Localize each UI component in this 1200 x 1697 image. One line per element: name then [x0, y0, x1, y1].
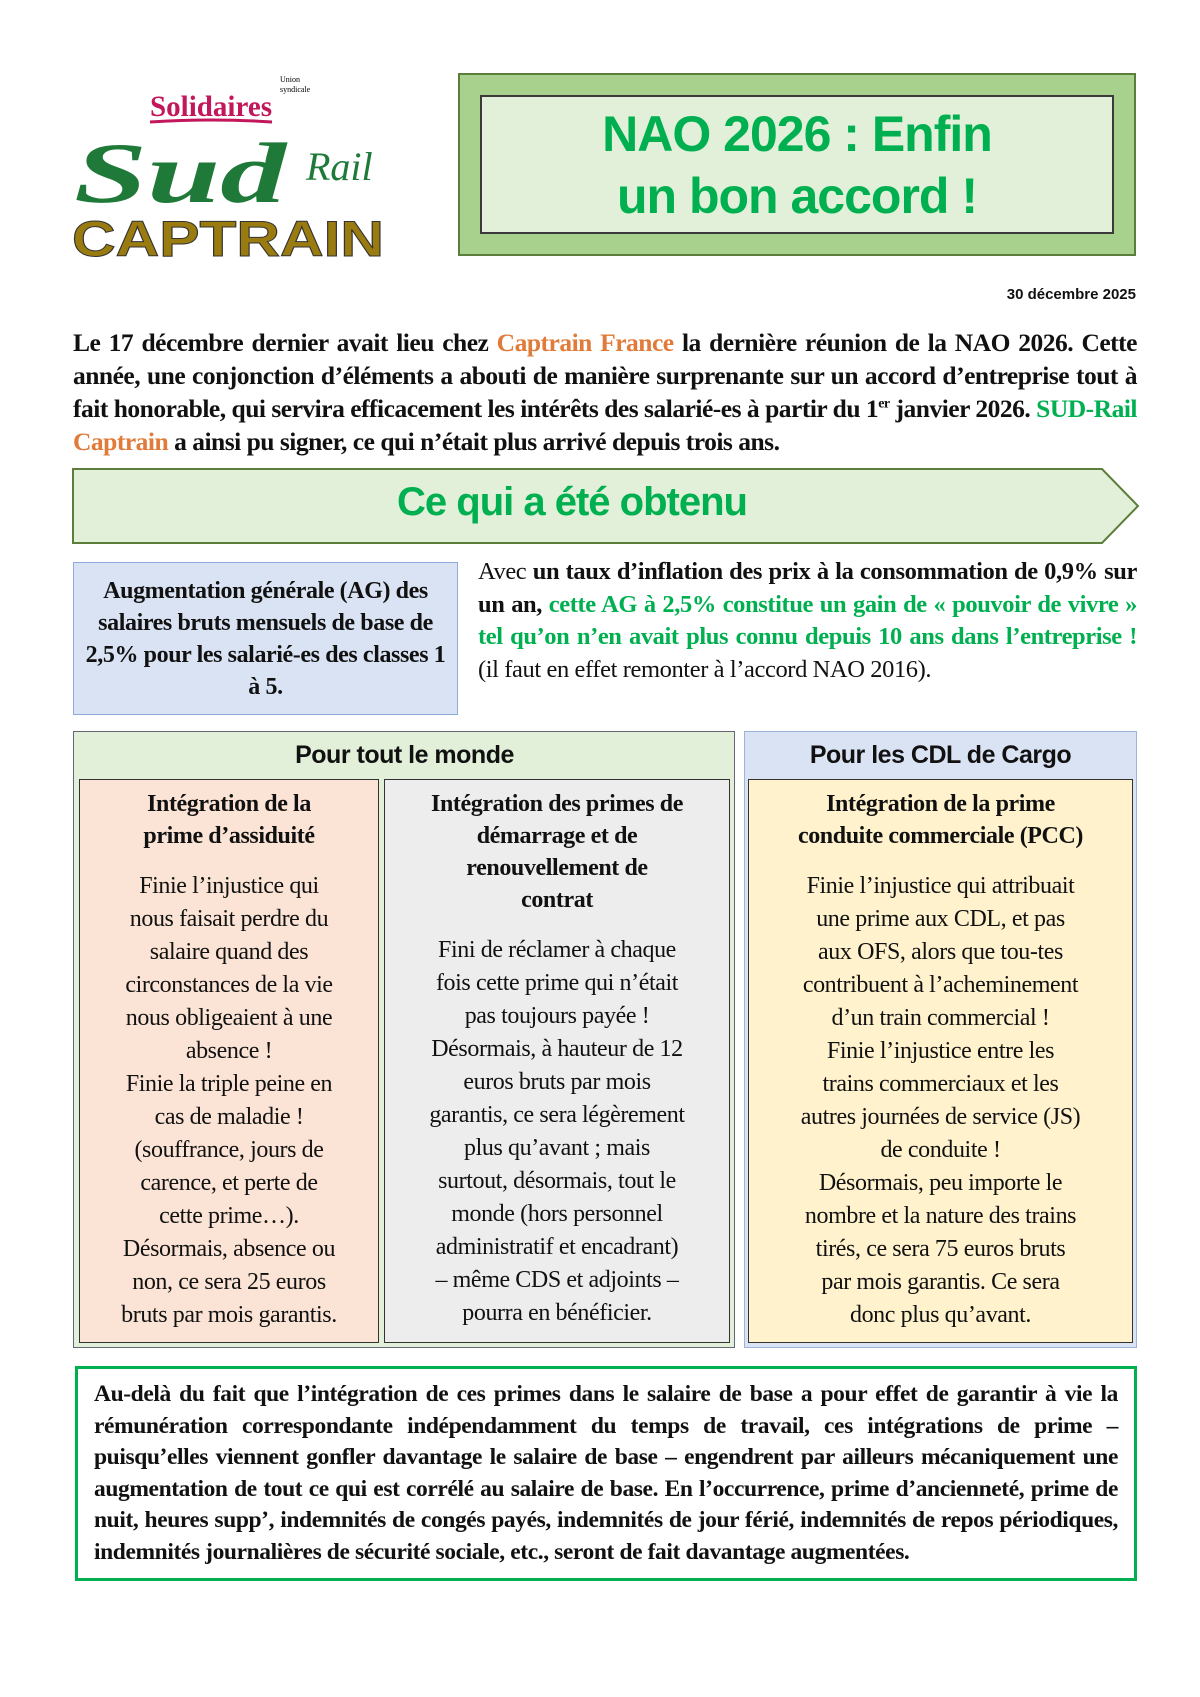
card-assiduite [79, 779, 379, 1343]
svg-text:Sud: Sud [74, 125, 290, 221]
intro-paragraph [73, 326, 1137, 458]
gain-text: cette AG à 2,5% constitue un gain de « pouvoir de vivre » tel qu’on n’en avait plus connu depuis 10 ans dans l’entreprise ! [478, 590, 1137, 650]
text: (il faut en effet remonter à l’accord NAO 2016). [478, 655, 932, 683]
sud-rail: SUD-Rail [1036, 394, 1137, 423]
card-text-line: d’un train commercial ! [831, 1005, 1050, 1031]
card-pcc [748, 779, 1133, 1343]
card-text-line: de conduite ! [880, 1137, 1001, 1163]
card-text-line: surtout, désormais, tout le [438, 1168, 676, 1194]
intro-text: la dernière réunion de la NAO 2026. Cette année, une conjonction d’éléments a abouti de manière surprenante sur un accord d’entreprise tout à fait honorable, qui servira efficacement les intérêts des salarié-es à partir du 1 [73, 328, 1137, 423]
card-text-line: une prime aux CDL, et pas [816, 906, 1065, 932]
card-title-line: démarrage et de [476, 823, 638, 849]
card-text-line: fois cette prime qui n’était [435, 970, 679, 996]
card-text-line: (souffrance, jours de [134, 1137, 324, 1163]
card-text-line: Désormais, absence ou [122, 1236, 336, 1262]
card-text-line: aux OFS, alors que tou-tes [818, 939, 1063, 965]
card-text-line: contribuent à l’acheminement [802, 972, 1079, 998]
card-text-line: donc plus qu’avant. [849, 1302, 1032, 1328]
card-title-line: Intégration de la prime [826, 791, 1055, 817]
card-title-line: renouvellement de [466, 855, 648, 881]
card-text-line: Désormais, peu importe le [818, 1170, 1063, 1196]
card-text-line: tirés, ce sera 75 euros bruts [815, 1236, 1066, 1262]
inflation-text: un taux d’inflation des prix à la consommation de 0,9% sur un an, [478, 558, 1137, 618]
card-text-line: administratif et encadrant) [435, 1234, 679, 1260]
svg-text:CAPTRAIN: CAPTRAIN [72, 211, 384, 260]
card-text-line: Désormais, à hauteur de 12 [431, 1036, 683, 1062]
svg-text:Solidaires: Solidaires [150, 90, 272, 123]
ag-box: Augmentation générale (AG) des salaires bruts mensuels de base de 2,5% pour les salarié-es des classes 1 à 5. [73, 562, 458, 715]
card-text-line: par mois garantis. Ce sera [821, 1269, 1060, 1295]
intro-text: a ainsi pu signer, ce qui n’était plus arrivé depuis trois ans. [168, 427, 780, 456]
superscript: er [878, 396, 890, 412]
card-text-line: Finie l’injustice entre les [826, 1038, 1055, 1064]
card-text-line: garantis, ce sera légèrement [429, 1102, 685, 1128]
group-cdl [744, 731, 1137, 1348]
card-demarrage [384, 779, 730, 1343]
captrain-france: Captrain France [496, 328, 674, 357]
section-banner [72, 468, 1140, 544]
svg-text:Union: Union [280, 75, 300, 84]
group-all-header: Pour tout le monde [295, 741, 514, 769]
conclusion-box: Au-delà du fait que l’intégration de ces primes dans le salaire de base a pour effet de garantir à vie la rémunération correspondante indépendamment du temps de travail, ces intégrations de prime – puisqu’elles viennent gonfler davantage le salaire de base – engendrent par ailleurs mécaniquement une augmentation de tout ce qui est corrélé au salaire de base. En l’occurrence, prime d’ancienneté, prime de nuit, heures supp’, indemnités de congés payés, indemnités de jour férié, indemnités de repos périodiques, indemnités journalières de sécurité sociale, etc., seront de fait davantage augmentées. [75, 1366, 1137, 1581]
ag-section [73, 556, 1137, 715]
card-title-line: conduite commerciale (PCC) [797, 823, 1084, 849]
intro-text: Le 17 décembre dernier avait lieu chez [73, 328, 497, 357]
card-text-line: euros bruts par mois [463, 1069, 651, 1095]
card-text-line: salaire quand des [149, 939, 309, 965]
group-all [73, 731, 735, 1348]
card-text-line: bruts par mois garantis. [121, 1302, 337, 1328]
card-title-line: Intégration des primes de [431, 791, 683, 817]
card-text-line: pas toujours payée ! [464, 1003, 650, 1029]
groups [73, 731, 1137, 1348]
card-text-line: autres journées de service (JS) [800, 1104, 1081, 1130]
card-text-line: carence, et perte de [140, 1170, 318, 1196]
card-text-line: Fini de réclamer à chaque [438, 937, 676, 963]
card-text-line: cas de maladie ! [154, 1104, 304, 1130]
title-line-2: un bon accord ! [617, 167, 977, 224]
ag-explanation [478, 556, 1137, 686]
card-text-line: circonstances de la vie [125, 972, 333, 998]
card-text-line: trains commerciaux et les [822, 1071, 1059, 1097]
main-content [73, 326, 1137, 1581]
group-cdl-header: Pour les CDL de Cargo [809, 741, 1072, 769]
card-text-line: nous faisait perdre du [129, 906, 329, 932]
card-title-line: prime d’assiduité [143, 823, 315, 849]
card-title [387, 788, 727, 916]
card-text-line: plus qu’avant ; mais [464, 1135, 650, 1161]
title-box [458, 73, 1136, 256]
card-title-line: Intégration de la [147, 791, 311, 817]
card-text-line: monde (hors personnel [451, 1201, 663, 1227]
card-text-line: Finie l’injustice qui [139, 873, 319, 899]
card-text-line: Finie l’injustice qui attribuait [806, 873, 1075, 899]
card-title [751, 788, 1130, 852]
card-text-line: absence ! [185, 1038, 273, 1064]
card-title [82, 788, 376, 852]
date: 30 décembre 2025 [1006, 286, 1136, 303]
card-text-line: non, ce sera 25 euros [132, 1269, 326, 1295]
card-text-line: cette prime…). [159, 1203, 299, 1229]
card-text-line: Finie la triple peine en [125, 1071, 333, 1097]
card-text-line: nous obligeaient à une [125, 1005, 333, 1031]
card-text-line: pourra en bénéficier. [462, 1300, 652, 1326]
captrain: Captrain [73, 427, 169, 456]
card-text-line: – même CDS et adjoints – [435, 1267, 679, 1293]
svg-text:syndicale: syndicale [280, 85, 311, 94]
svg-text:Rail: Rail [306, 144, 373, 189]
text: Avec [478, 558, 533, 585]
card-title-line: contrat [521, 887, 593, 913]
intro-text: janvier 2026. [889, 394, 1037, 423]
title-line-1: NAO 2026 : Enfin [602, 105, 992, 162]
card-text-line: nombre et la nature des trains [804, 1203, 1077, 1229]
sud-rail-captrain-logo [72, 70, 402, 260]
banner-title: Ce qui a été obtenu [397, 480, 747, 524]
